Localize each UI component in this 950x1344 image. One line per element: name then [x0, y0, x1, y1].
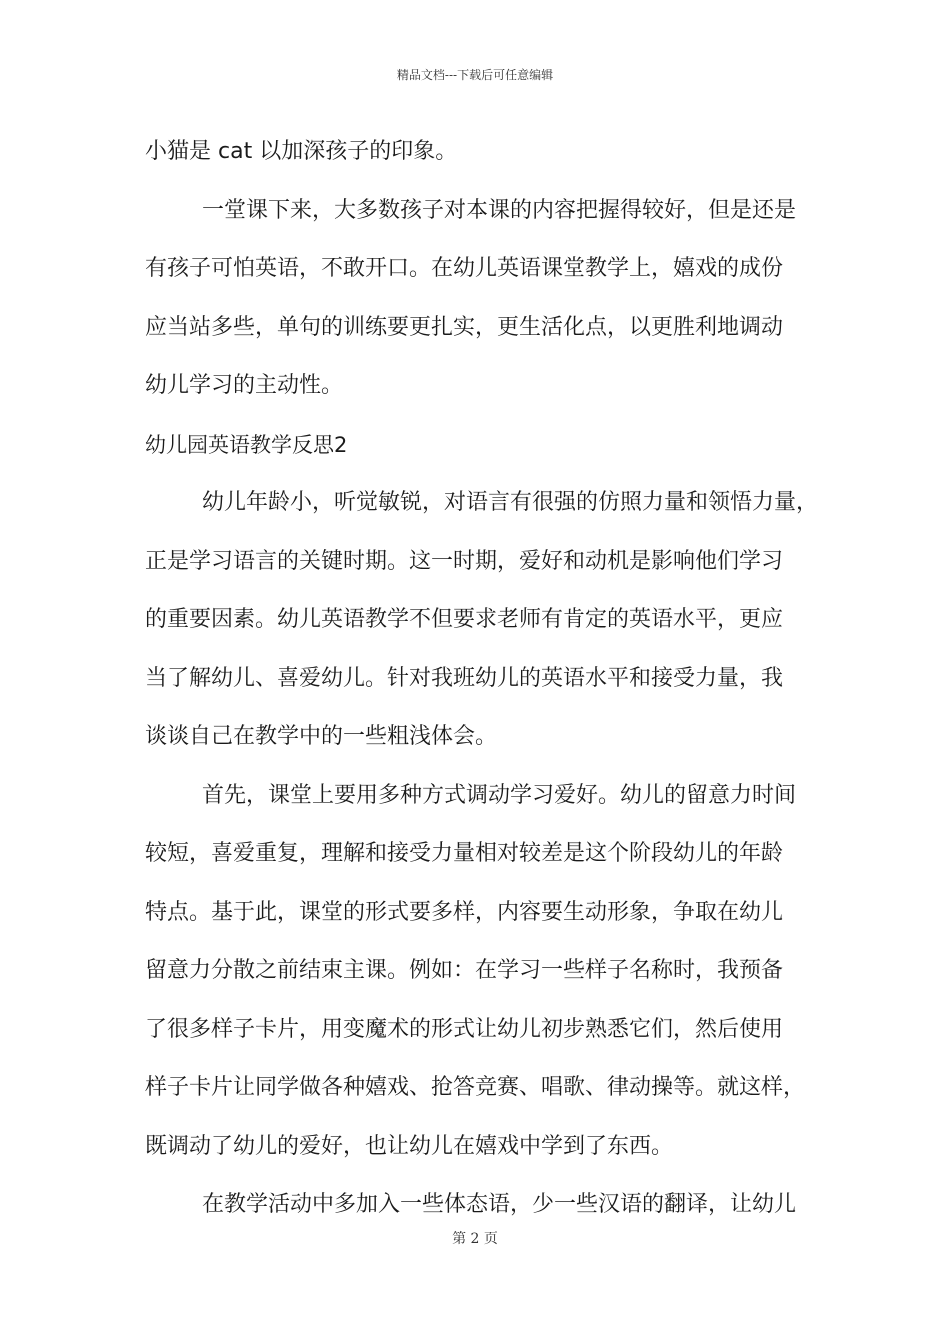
text-line: 的重要因素。幼儿英语教学不但要求老师有肯定的英语水平，更应	[145, 607, 784, 632]
text-line: 当了解幼儿、喜爱幼儿。针对我班幼儿的英语水平和接受力量，我	[145, 665, 784, 691]
paragraph-first-line: 一堂课下来，大多数孩子对本课的内容把握得较好，但是还是	[202, 197, 797, 223]
text-line: 谈谈自己在教学中的一些粗浅体会。	[145, 724, 498, 749]
document-body	[145, 130, 825, 1242]
text-line: 特点。基于此，课堂的形式要多样，内容要生动形象，争取在幼儿	[145, 899, 784, 925]
text-line: 留意力分散之前结束主课。例如：在学习一些样子名称时，我预备	[145, 958, 784, 983]
text-line: 既调动了幼儿的爱好，也让幼儿在嬉戏中学到了东西。	[145, 1133, 674, 1159]
text-line: 正是学习语言的关键时期。这一时期，爱好和动机是影响他们学习	[145, 548, 784, 574]
text-line: 应当站多些，单句的训练要更扎实，更生活化点，以更胜利地调动	[145, 314, 784, 340]
paragraph-first-line: 首先，课堂上要用多种方式调动学习爱好。幼儿的留意力时间	[202, 782, 797, 808]
text-line: 了很多样子卡片，用变魔术的形式让幼儿初步熟悉它们，然后使用	[145, 1016, 784, 1042]
text-line: 较短，喜爱重复，理解和接受力量相对较差是这个阶段幼儿的年龄	[145, 841, 784, 866]
section-heading: 幼儿园英语教学反思2	[145, 432, 348, 457]
page-number: 第 2 页	[452, 1231, 498, 1247]
paragraph-first-line: 在教学活动中多加入一些体态语，少一些汉语的翻译，让幼儿	[202, 1192, 797, 1217]
text-line: 有孩子可怕英语，不敢开口。在幼儿英语课堂教学上，嬉戏的成份	[145, 256, 784, 281]
paragraph-first-line: 幼儿年龄小，听觉敏锐，对语言有很强的仿照力量和领悟力量，	[202, 490, 819, 515]
text-line: 幼儿学习的主动性。	[145, 373, 344, 398]
text-line: 小猫是 cat 以加深孩子的印象。	[145, 139, 458, 164]
page-header: 精品文档---下载后可任意编辑	[396, 68, 554, 82]
text-line: 样子卡片让同学做各种嬉戏、抢答竞赛、唱歌、律动操等。就这样，	[145, 1075, 806, 1100]
